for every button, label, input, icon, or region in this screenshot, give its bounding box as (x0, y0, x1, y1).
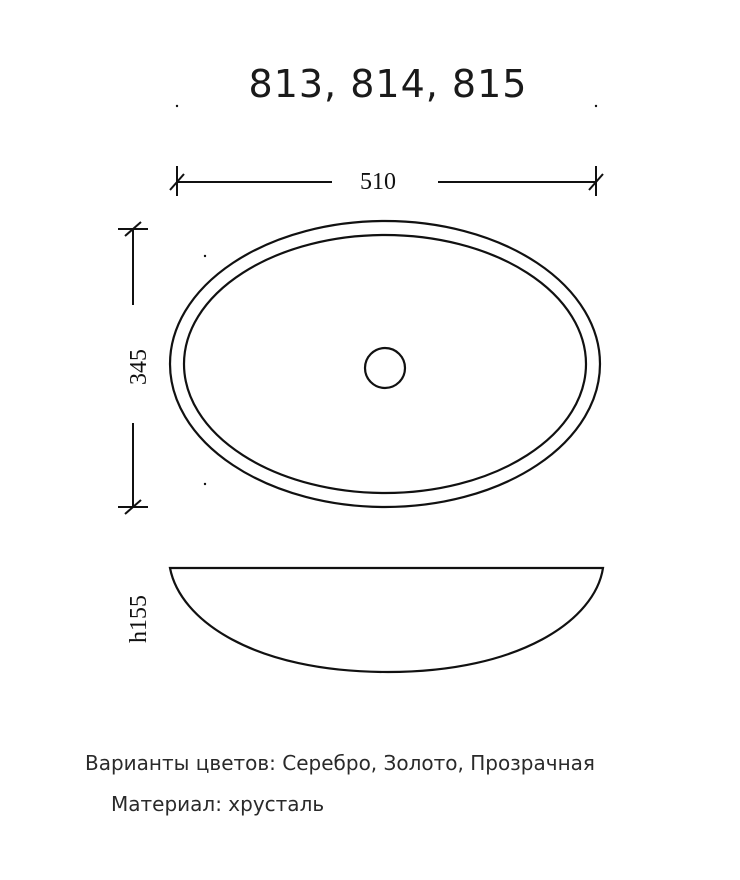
basin-outer-rim (170, 221, 600, 507)
reference-dot (595, 105, 597, 107)
basin-inner-rim (184, 235, 586, 493)
reference-dot (176, 105, 178, 107)
model-numbers-title: 813, 814, 815 (248, 62, 528, 106)
height-label: h155 (126, 595, 152, 643)
drain-hole (365, 348, 405, 388)
reference-dot (204, 255, 206, 257)
width-label: 510 (360, 169, 396, 195)
depth-label: 345 (126, 349, 152, 385)
reference-dot (204, 483, 206, 485)
color-options-note: Варианты цветов: Серебро, Золото, Прозрачная (85, 751, 595, 775)
basin-side-profile (170, 568, 603, 672)
material-note: Материал: хрусталь (111, 792, 325, 816)
